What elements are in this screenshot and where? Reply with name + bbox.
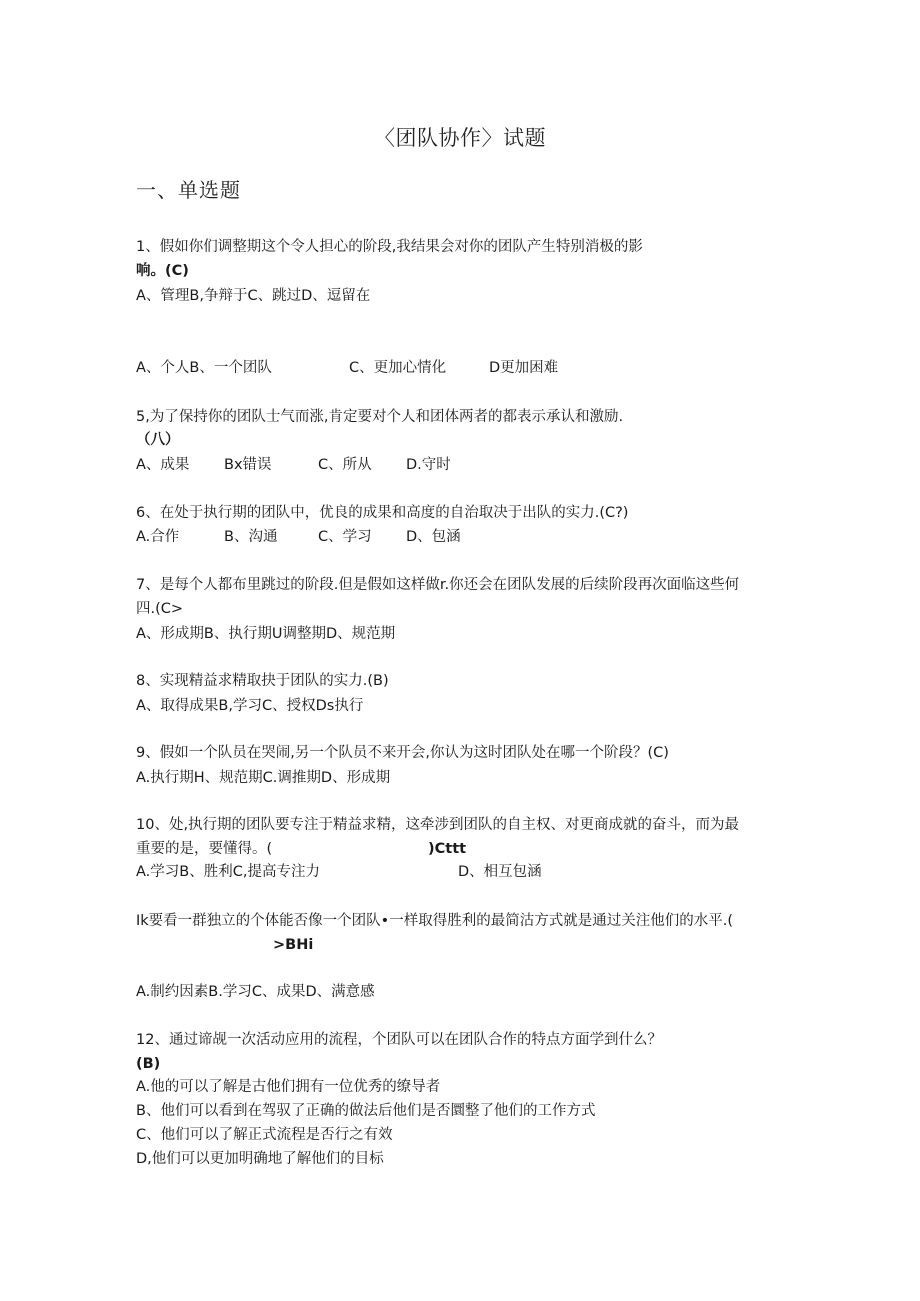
question-8-options: A、取得成果B,学习C、授权Ds执行 [136,698,364,714]
option-b: B、沟通 [224,529,278,545]
option-c: C、所从 [318,457,372,473]
question-11-answer: >BHi [273,937,314,953]
option-a: A.合作 [136,529,180,545]
option-a-b-c: A.学习B、胜利C,提高专注力 [136,864,320,880]
question-9-text: 9、假如一个队员在哭闹,另一个队员不来开会,你认为这时团队处在哪一个阶段？(C) [136,745,669,761]
question-12-text: 12、通过谛觇一次活动应用的流程，个团队可以在团队合作的特点方面学到什么？ [136,1032,662,1048]
question-7-options: A、形成期B、执行期U调整期D、规范期 [136,626,396,642]
option-a-b: A、个人B、一个团队 [136,360,272,376]
page-title: 〈团队协作〉试题 [374,126,546,150]
question-7-answer: 四.(C> [136,601,184,617]
question-11-options: A.制约因素B.学习C、成果D、满意感 [136,984,375,1000]
question-11-text: Ik要看一群独立的个体能否像一个团队•一样取得胜利的最简沽方式就是通过关注他们的水平.( [136,913,733,929]
option-c: C、更加心情化 [349,360,447,376]
question-10-answer: )Cttt [428,841,467,857]
section-heading: 一、单选题 [136,178,241,202]
question-1-text: 1、假如你们调整期这个令人担心的阶段,我结果会对你的团队产生特别消极的影 [136,239,643,255]
question-9-options: A.执行期H、规范期C.调推期D、形成期 [136,770,391,786]
option-d: D、相互包涵 [458,864,542,880]
question-7-text: 7、是每个人都布里跳过的阶段.但是假如这样做r.你还会在团队发展的后续阶段再次面临这些何 [136,577,740,593]
option-c: C、学习 [318,529,372,545]
question-10-text: 10、处,执行期的团队要专注于精益求精，这牵涉到团队的自主权、对更商成就的奋斗，而为最 [136,817,740,833]
question-6-text: 6、在处于执行期的团队中，优良的成果和高度的自治取决于出队的实力.(C?) [136,505,629,521]
option-d: D,他们可以更加明确地了解他们的目标 [136,1151,384,1167]
option-a: A、成果 [136,457,190,473]
option-c: C、他们可以了解正式流程是否行之有效 [136,1127,393,1143]
question-12-answer: (B) [136,1056,161,1072]
question-5-answer: （八） [136,432,180,448]
question-1-options: A、管理B,争辩于C、跳过D、逗留在 [136,288,371,304]
option-a: A.他的可以了解是古他们拥有一位优秀的缭导者 [136,1079,441,1095]
question-5-text: 5,为了保持你的团队士气而涨,肯定要对个人和团体两者的都表示承认和激励. [136,409,624,425]
option-d: D、包涵 [406,529,461,545]
option-b: B、他们可以看到在驾驭了正确的做法后他们是否圜整了他们的工作方式 [136,1103,596,1119]
question-8-text: 8、实现精益求精取抉于团队的实力.(B) [136,673,389,689]
option-d: D.守时 [406,457,451,473]
question-1-answer: 响。(C) [136,263,189,279]
option-b: Bx错误 [224,457,272,473]
question-10-blank: 重要的是，要懂得。( [136,841,273,857]
option-d: D更加困难 [489,360,559,376]
